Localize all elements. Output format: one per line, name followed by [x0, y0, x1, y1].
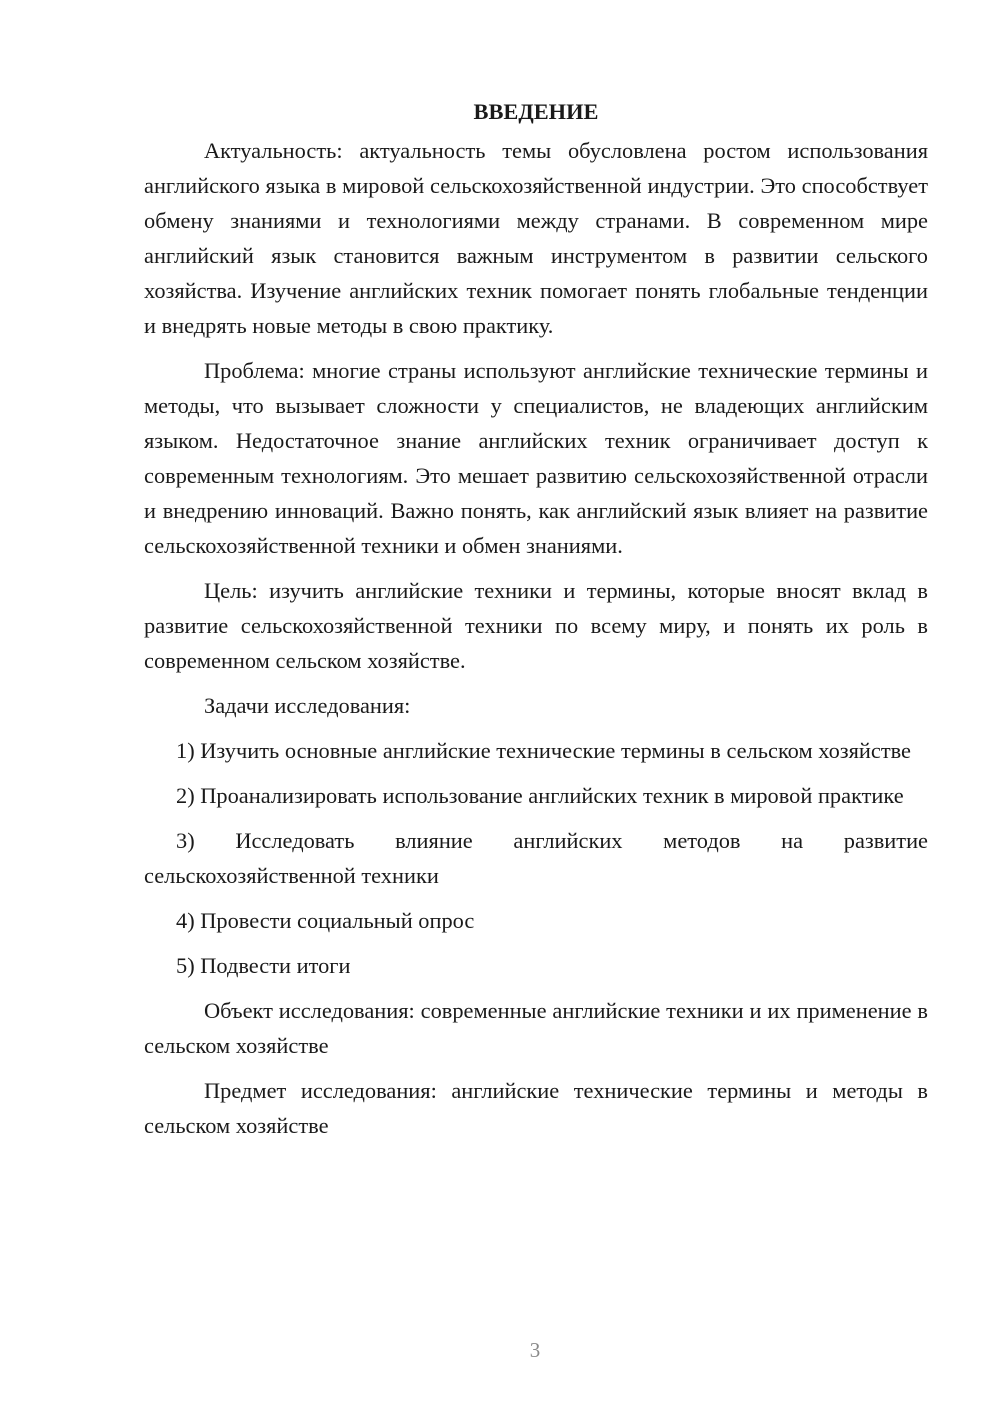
task-item-2: 2) Проанализировать использование английских техник в мировой практике [176, 783, 904, 808]
paragraph-problem: Проблема: многие страны используют английские технические термины и методы, что вызывает сложности у специалистов, не владеющих английским языком. Недостаточное знание английских техник ограничивает доступ к современным технологиям. Это мешает развитию сельскохозяйственной отрасли и внедрению инноваций. Важно понять, как английский язык влияет на развитие сельскохозяйственной техники и обмен знаниями. [144, 358, 928, 558]
page-content [144, 94, 928, 1153]
paragraph-object: Объект исследования: современные английские техники и их применение в сельском хозяйстве [144, 998, 928, 1058]
paragraph-goal: Цель: изучить английские техники и термины, которые вносят вклад в развитие сельскохозяйственной техники по всему миру, и понять их роль в современном сельском хозяйстве. [144, 578, 928, 673]
task-item-3: 3) Исследовать влияние английских методов на развитие сельскохозяйственной техники [144, 828, 928, 888]
task-item-5: 5) Подвести итоги [176, 953, 351, 978]
tasks-heading: Задачи исследования: [204, 693, 411, 718]
page-number: 3 [529, 1338, 541, 1362]
paragraph-subject: Предмет исследования: английские технические термины и методы в сельском хозяйстве [144, 1078, 928, 1138]
paragraph-relevance: Актуальность: актуальность темы обусловлена ростом использования английского языка в мировой сельскохозяйственной индустрии. Это способствует обмену знаниями и технологиями между странами. В современном мире английский язык становится важным инструментом в развитии сельского хозяйства. Изучение английских техник помогает понять глобальные тенденции и внедрять новые методы в свою практику. [144, 138, 928, 338]
task-item-1: 1) Изучить основные английские технические термины в сельском хозяйстве [176, 738, 911, 763]
task-item-4: 4) Провести социальный опрос [176, 908, 475, 933]
page-title: ВВЕДЕНИЕ [473, 99, 599, 124]
